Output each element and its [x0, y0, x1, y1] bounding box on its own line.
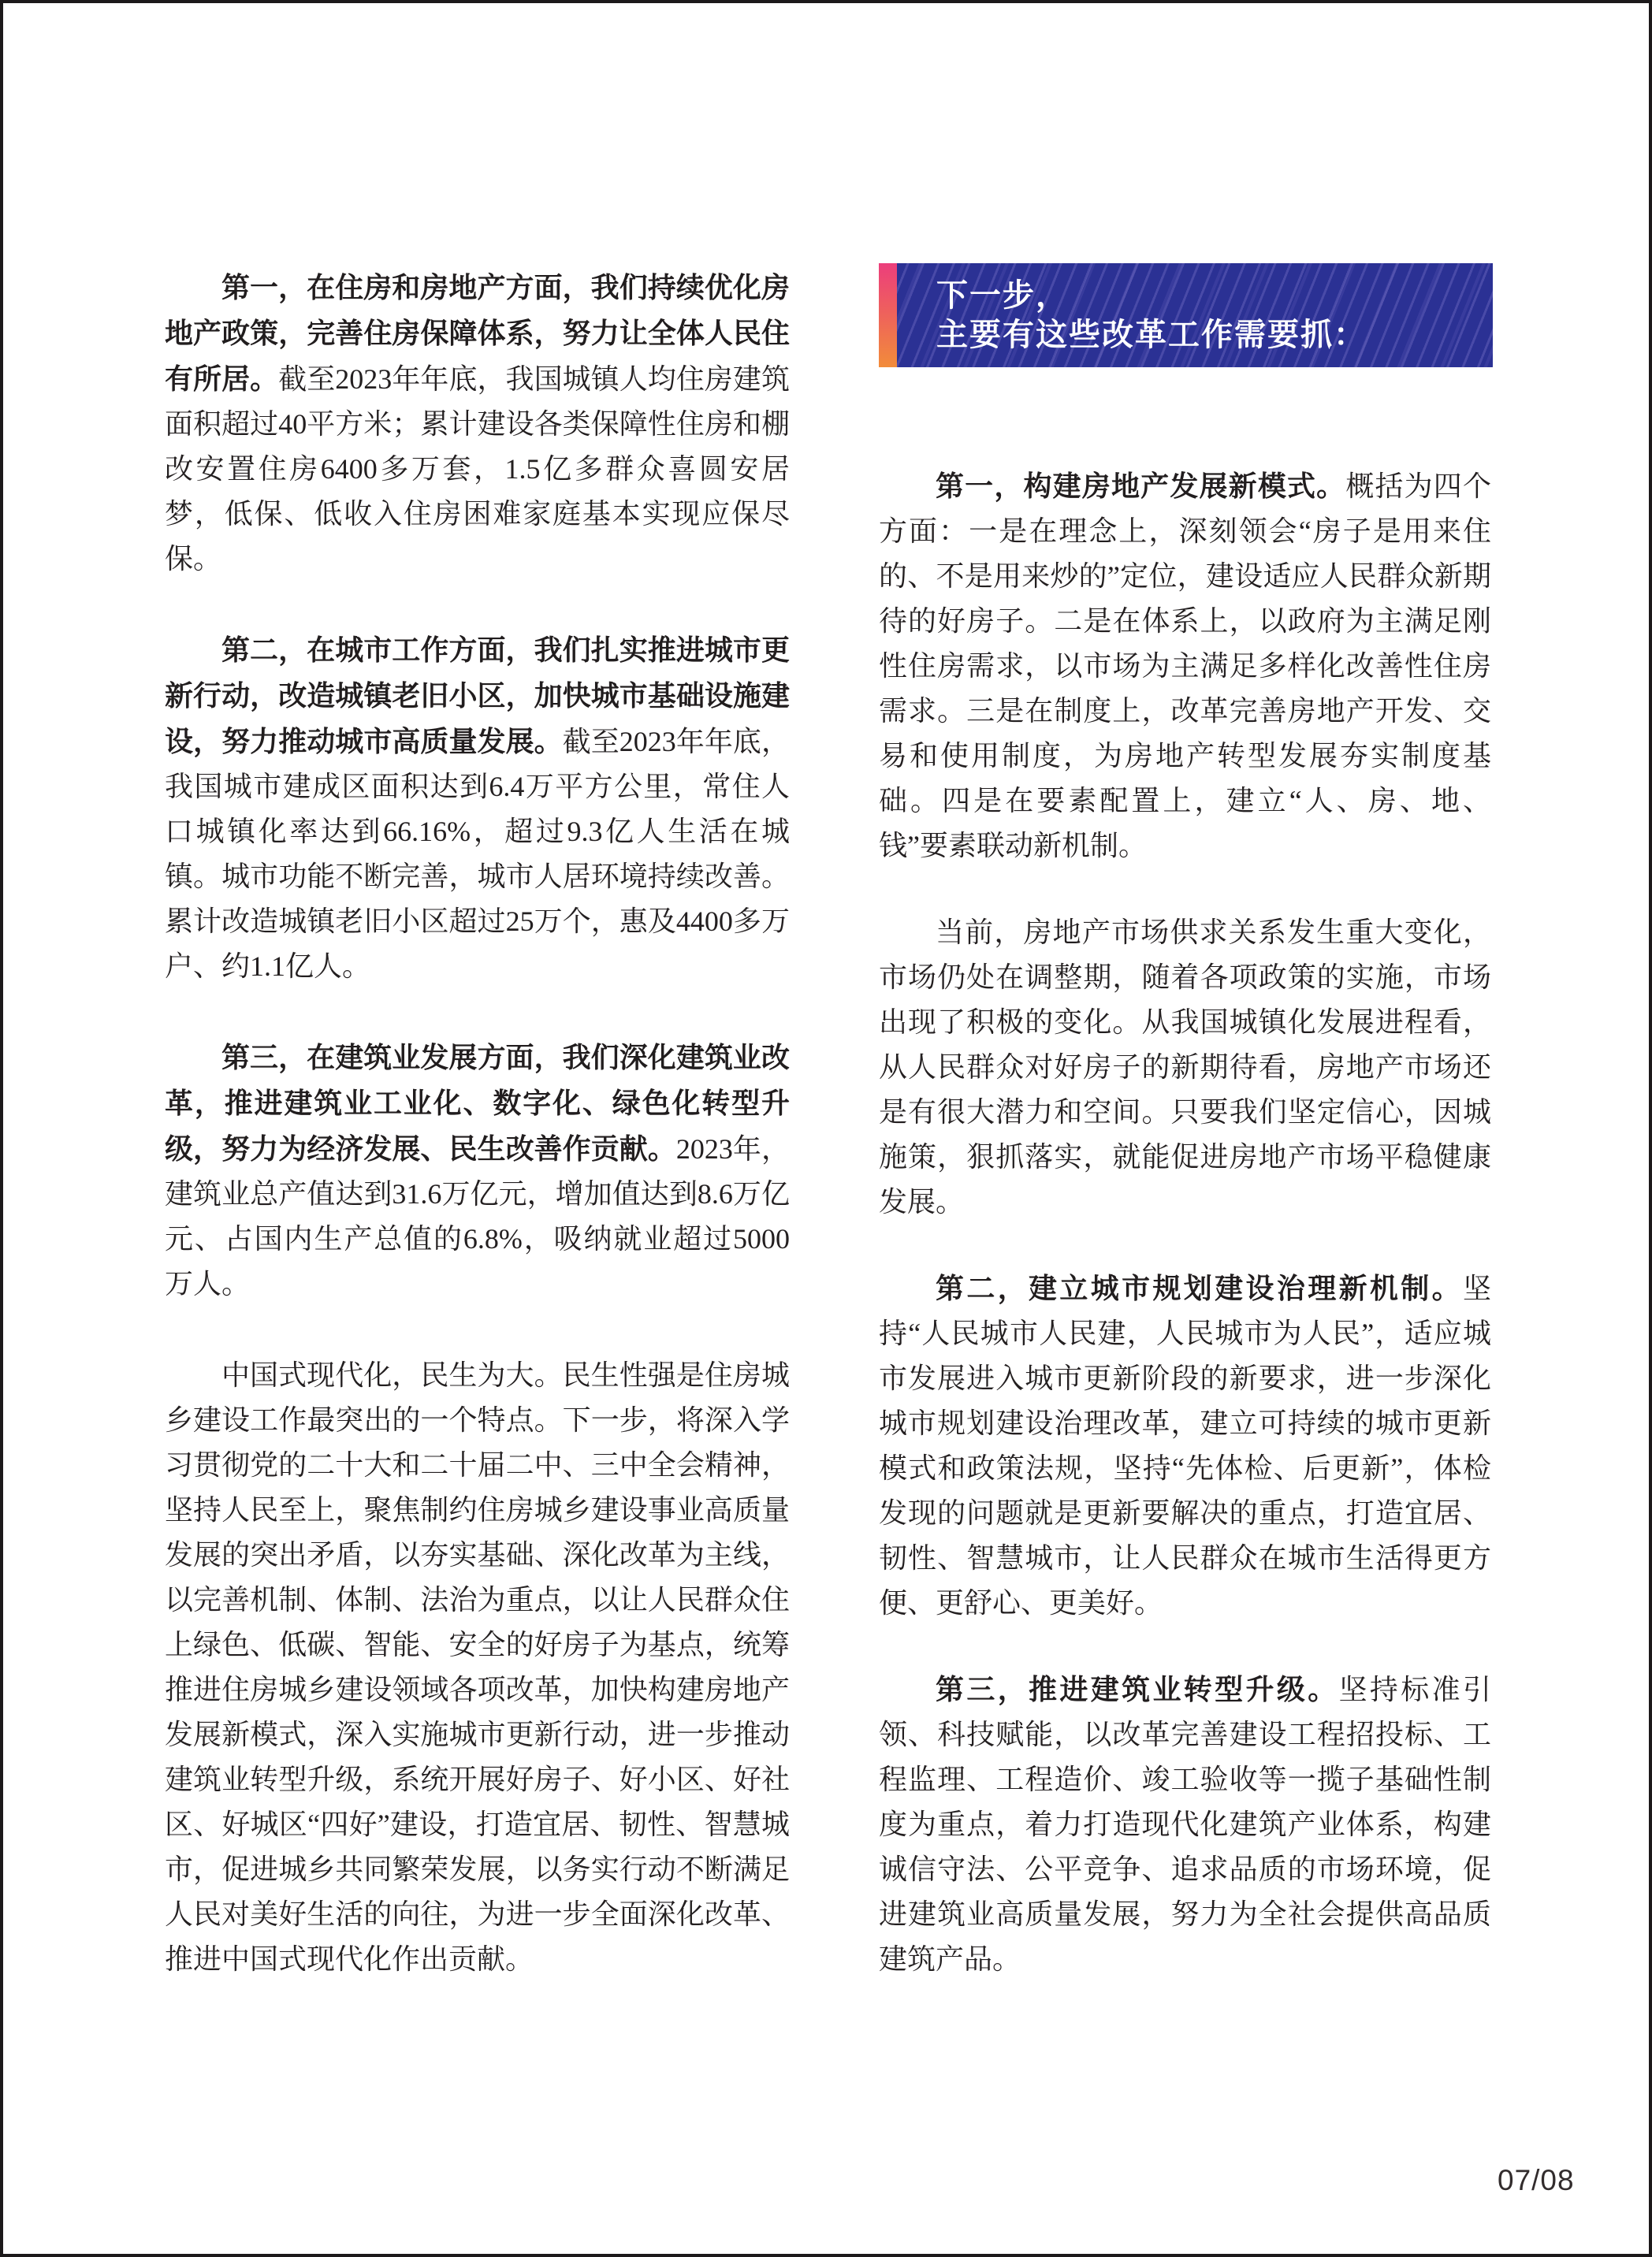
paragraph-body: 截至2023年年底，我国城镇人均住房建筑面积超过40平方米；累计建设各类保障性住房和棚改安置住房6400多万套，1.5亿多群众喜圆安居梦，低保、低收入住房困难家庭基本实现应保尽保。	[165, 363, 790, 574]
right-column	[879, 263, 1491, 2023]
paragraph	[165, 1352, 790, 1982]
paragraph-lead: 第一，在住房和房地产方面，我们持续优化房地产政策，完善住房保障体系，努力让全体人民住有所居。	[165, 271, 790, 395]
paragraph-lead: 第三，推进建筑业转型升级。	[936, 1673, 1339, 1705]
paragraph-body: 截至2023年年底，我国城市建成区面积达到6.4万平方公里，常住人口城镇化率达到66.16%，超过9.3亿人生活在城镇。城市功能不断完善，城市人居环境持续改善。累计改造城镇老旧小区超过25万个，惠及4400多万户、约1.1亿人。	[165, 726, 790, 982]
paragraph-body: 坚持“人民城市人民建，人民城市为人民”，适应城市发展进入城市更新阶段的新要求，进一步深化城市规划建设治理改革，建立可持续的城市更新模式和政策法规，坚持“先体检、后更新”，体检发现的问题就是更新要解决的重点，打造宜居、韧性、智慧城市，让人民群众在城市生活得更方便、更舒心、更美好。	[879, 1273, 1491, 1619]
paragraph	[879, 1266, 1491, 1626]
banner-title-line2: 主要有这些改革工作需要抓：	[936, 318, 1367, 352]
paragraph	[165, 265, 790, 582]
paragraph-lead: 第一，构建房地产发展新模式。	[936, 470, 1346, 502]
paragraph	[165, 1035, 790, 1307]
paragraph	[879, 1667, 1491, 1982]
banner-title-line1: 下一步，	[936, 278, 1069, 313]
paragraph	[165, 627, 790, 989]
banner-title	[936, 276, 1367, 355]
paragraph-body: 当前，房地产市场供求关系发生重大变化，市场仍处在调整期，随着各项政策的实施，市场出现了积极的变化。从我国城镇化发展进程看，从人民群众对好房子的新期待看，房地产市场还是有很大潜力和空间。只要我们坚定信心，因城施策，狠抓落实，就能促进房地产市场平稳健康发展。	[879, 917, 1491, 1218]
paragraph-body: 中国式现代化，民生为大。民生性强是住房城乡建设工作最突出的一个特点。下一步，将深入学习贯彻党的二十大和二十届二中、三中全会精神，坚持人民至上，聚焦制约住房城乡建设事业高质量发展的突出矛盾，以夯实基础、深化改革为主线，以完善机制、体制、法治为重点，以让人民群众住上绿色、低碳、智能、安全的好房子为基点，统筹推进住房城乡建设领域各项改革，加快构建房地产发展新模式，深入实施城市更新行动，进一步推动建筑业转型升级，系统开展好房子、好小区、好社区、好城区“四好”建设，打造宜居、韧性、智慧城市，促进城乡共同繁荣发展，以务实行动不断满足人民对美好生活的向往，为进一步全面深化改革、推进中国式现代化作出贡献。	[165, 1359, 790, 1975]
banner-gradient-bar	[879, 263, 897, 367]
paragraph-lead: 第二，在城市工作方面，我们扎实推进城市更新行动，改造城镇老旧小区，加快城市基础设施建设，努力推动城市高质量发展。	[165, 634, 790, 757]
paragraph-lead: 第三，在建筑业发展方面，我们深化建筑业改革，推进建筑业工业化、数字化、绿色化转型升级，努力为经济发展、民生改善作贡献。	[165, 1041, 790, 1165]
paragraph-body: 2023年，建筑业总产值达到31.6万亿元，增加值达到8.6万亿元、占国内生产总值的6.8%，吸纳就业超过5000万人。	[165, 1133, 790, 1300]
paragraph-body: 坚持标准引领、科技赋能，以改革完善建设工程招投标、工程监理、工程造价、竣工验收等一揽子基础性制度为重点，着力打造现代化建筑产业体系，构建诚信守法、公平竞争、追求品质的市场环境，促进建筑业高质量发展，努力为全社会提供高品质建筑产品。	[879, 1674, 1491, 1975]
section-banner	[879, 263, 1493, 367]
paragraph	[879, 463, 1491, 868]
left-column	[165, 265, 790, 2028]
paragraph	[879, 909, 1491, 1225]
paragraph-body: 概括为四个方面：一是在理念上，深刻领会“房子是用来住的、不是用来炒的”定位，建设适应人民群众新期待的好房子。二是在体系上，以政府为主满足刚性住房需求，以市场为主满足多样化改善性住房需求。三是在制度上，改革完善房地产开发、交易和使用制度，为房地产转型发展夯实制度基础。四是在要素配置上，建立“人、房、地、钱”要素联动新机制。	[879, 470, 1491, 861]
paragraph-lead: 第二，建立城市规划建设治理新机制。	[936, 1272, 1463, 1304]
page-number: 07/08	[1498, 2164, 1575, 2196]
